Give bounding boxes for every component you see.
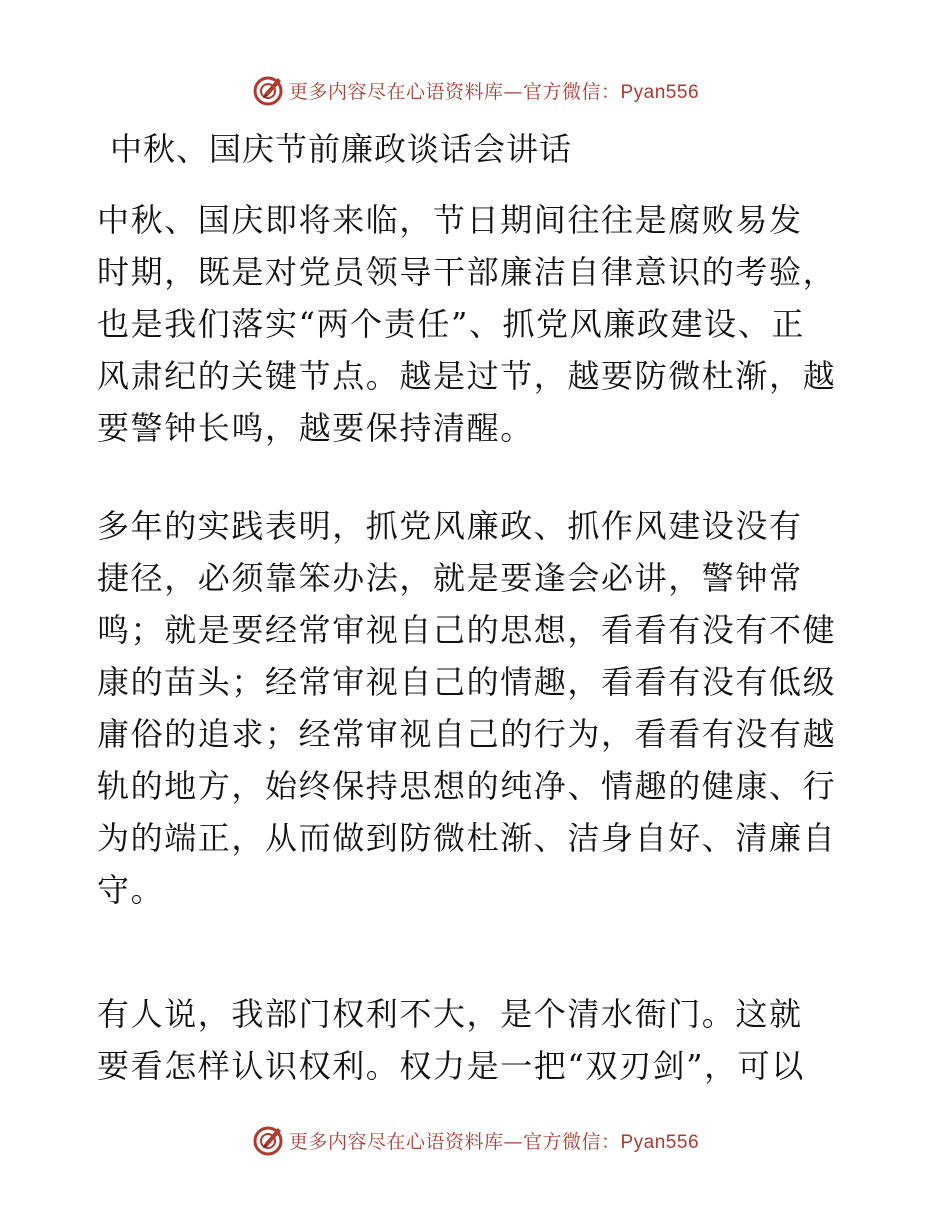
paragraph-1 (97, 194, 857, 454)
paragraph-line: 鸣；就是要经常审视自己的思想，看看有没有不健 (97, 611, 837, 649)
paragraph-line: 风肃纪的关键节点。越是过节，越要防微杜渐，越 (97, 357, 837, 395)
banner-main-text: 更多内容尽在心语资料库 (288, 1130, 504, 1153)
paragraph-line: 为的端正，从而做到防微杜渐、洁身自好、清廉自 (97, 819, 837, 857)
paragraph-line: 守。 (97, 871, 165, 909)
paragraph-line: 有人说，我部门权利不大，是个清水衙门。这就 (97, 995, 803, 1033)
paragraph-2 (97, 500, 857, 916)
banner-separator: — (503, 80, 523, 103)
paragraph-line: 多年的实践表明，抓党风廉政、抓作风建设没有 (97, 507, 803, 545)
banner-content (251, 73, 699, 107)
pen-nib-logo-icon (251, 73, 285, 107)
banner-content (251, 1123, 699, 1157)
banner-separator: — (503, 1130, 523, 1153)
banner-official-label: 官方微信： (522, 80, 621, 103)
header-banner (0, 70, 950, 110)
paragraph-line: 中秋、国庆即将来临，节日期间往往是腐败易发 (97, 201, 803, 239)
banner-official-label: 官方微信： (522, 1130, 621, 1153)
paragraph-line: 庸俗的追求；经常审视自己的行为，看看有没有越 (97, 715, 837, 753)
paragraph-line: 康的苗头；经常审视自己的情趣，看看有没有低级 (97, 663, 837, 701)
paragraph-3 (97, 988, 857, 1092)
paragraph-line: 要警钟长鸣，越要保持清醒。 (97, 409, 534, 447)
banner-wechat-id: Pyan556 (620, 1131, 700, 1153)
pen-nib-logo-icon (251, 1123, 285, 1157)
banner-text (289, 1127, 699, 1154)
banner-main-text: 更多内容尽在心语资料库 (288, 80, 504, 103)
paragraph-line: 捷径，必须靠笨办法，就是要逢会必讲，警钟常 (97, 559, 803, 597)
footer-banner (0, 1120, 950, 1160)
banner-wechat-id: Pyan556 (620, 81, 700, 103)
banner-text (289, 77, 699, 104)
paragraph-line: 轨的地方，始终保持思想的纯净、情趣的健康、行 (97, 767, 837, 805)
paragraph-line: 也是我们落实“两个责任”、抓党风廉政建设、正 (97, 305, 805, 343)
paragraph-line: 时期，既是对党员领导干部廉洁自律意识的考验， (97, 253, 837, 291)
page-title: 中秋、国庆节前廉政谈话会讲话 (110, 130, 573, 168)
paragraph-line: 要看怎样认识权利。权力是一把“双刃剑”，可以 (97, 1047, 805, 1085)
